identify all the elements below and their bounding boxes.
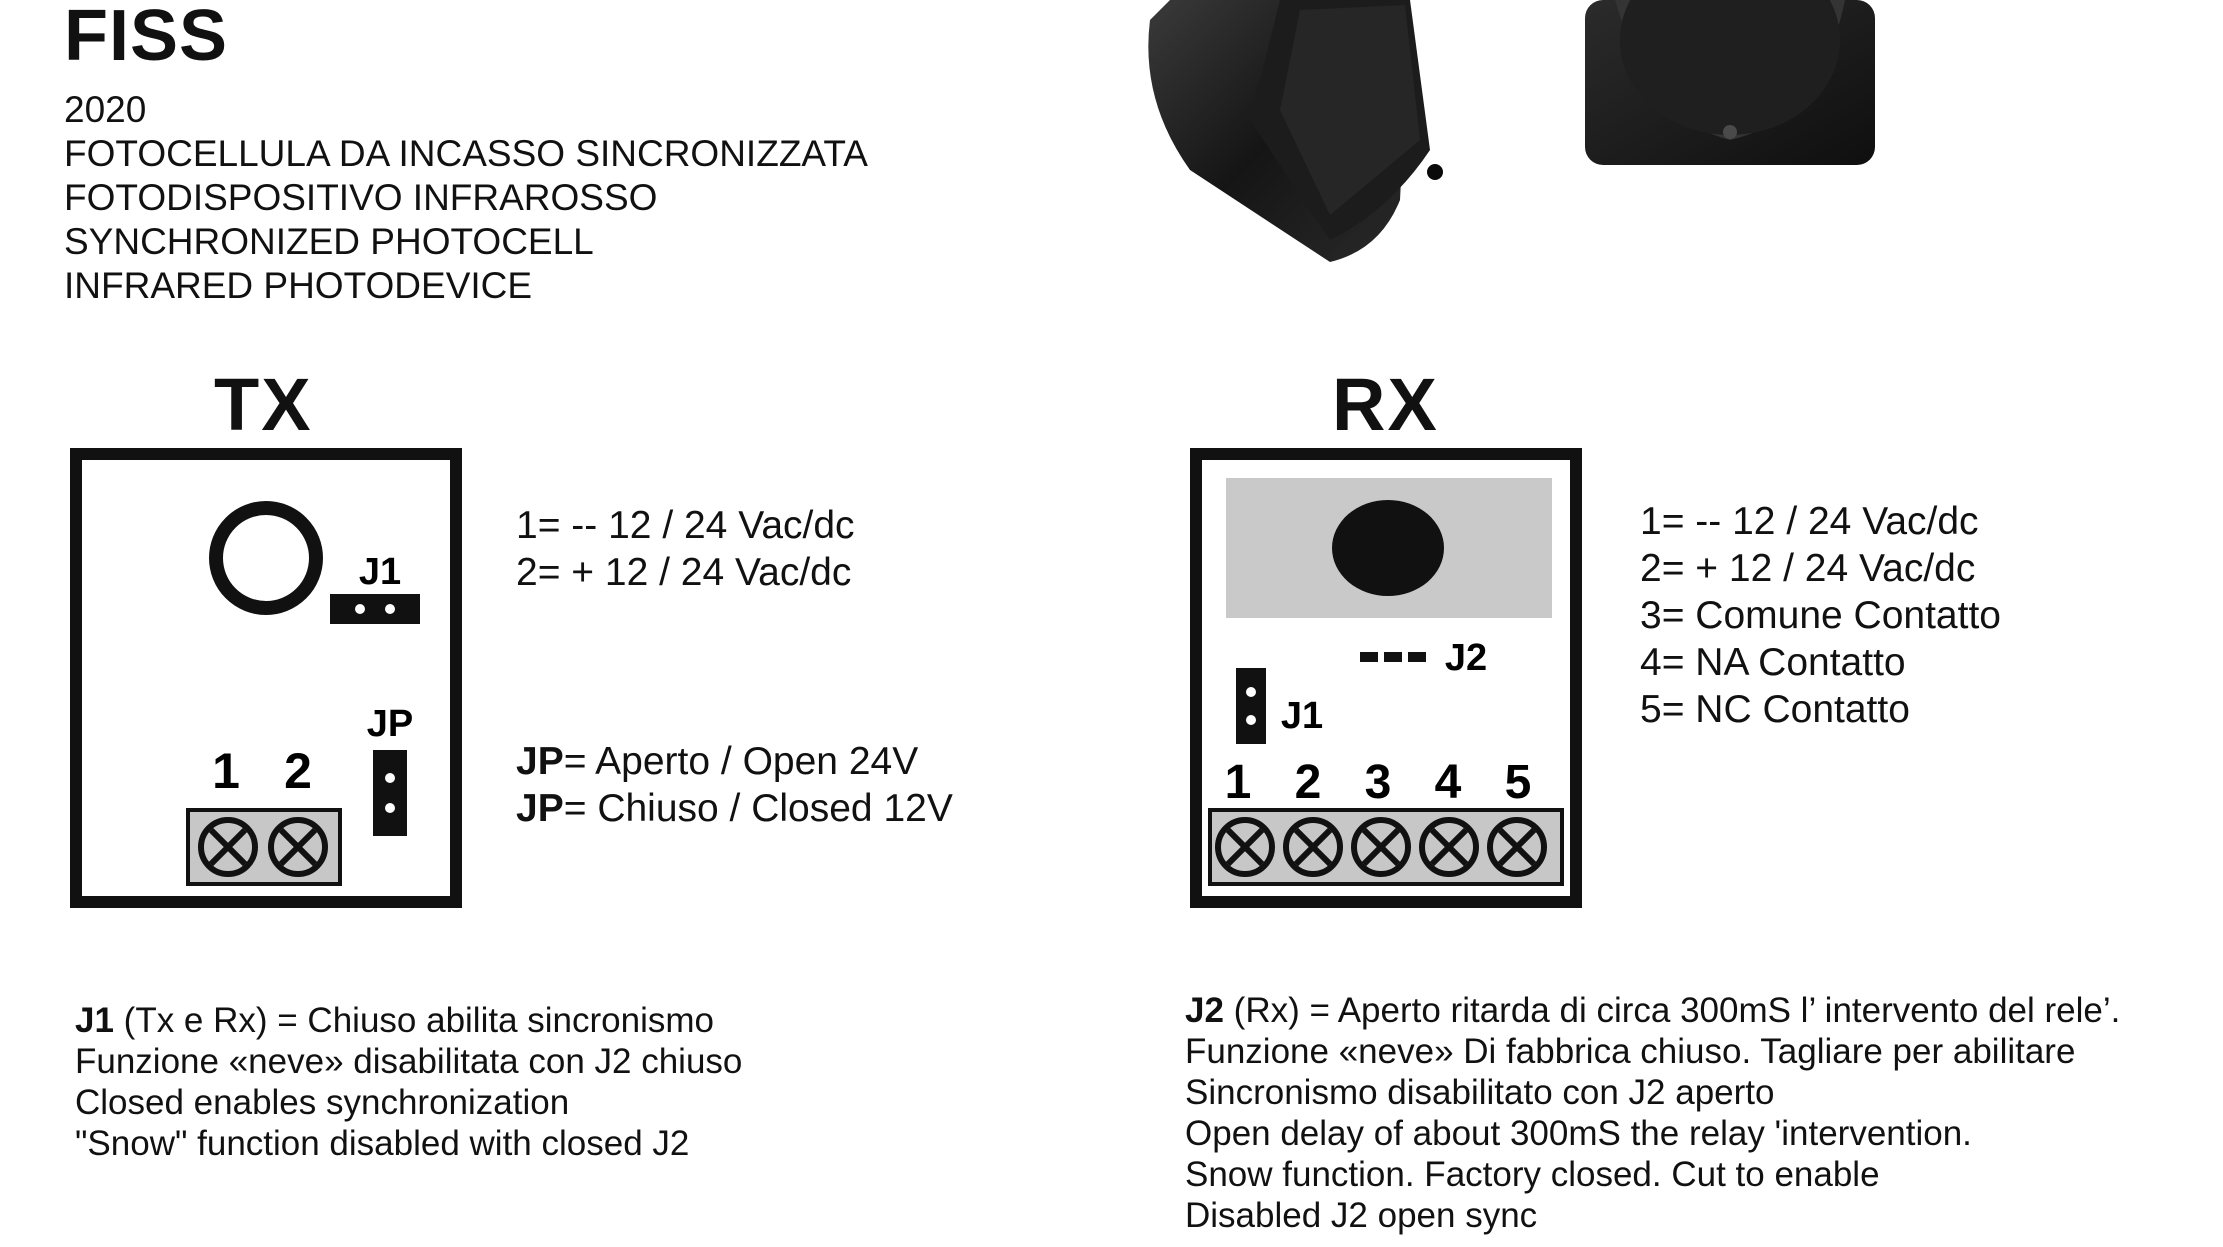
rx-pin-1: 1= -- 12 / 24 Vac/dc [1640,500,1979,543]
header-line-en-2: INFRARED PHOTODEVICE [64,265,533,306]
tx-label: TX [214,363,313,446]
tx-board-diagram [70,448,462,908]
rx-lens [1332,500,1444,596]
note-left-line: Funzione «neve» disabilitata con J2 chiuso [75,1042,743,1081]
rx-terminal-number: 4 [1434,756,1462,809]
tx-pin-1: 1= -- 12 / 24 Vac/dc [516,504,855,547]
jp-open-text: = Aperto / Open 24V [563,740,919,783]
rx-screw-1 [1218,820,1272,874]
tx-pin-2: 2= + 12 / 24 Vac/dc [516,551,852,594]
note-left-line: J1 (Tx e Rx) = Chiuso abilita sincronismo [75,1001,714,1040]
header-year: 2020 [64,89,147,130]
rx-terminal-number: 3 [1364,756,1392,809]
tx-jp-closed [516,785,953,832]
rx-pin-2: 2= + 12 / 24 Vac/dc [1640,547,1976,590]
rx-terminal-number: 5 [1504,756,1532,809]
note-right-line: Snow function. Factory closed. Cut to enable [1185,1155,1880,1194]
tx-j1-label: J1 [358,551,402,593]
tx-j1-jumper [330,594,420,624]
rx-terminal-number: 1 [1224,756,1252,809]
note-key-j2: J2 [1185,991,1224,1030]
header-line-en-1: SYNCHRONIZED PHOTOCELL [64,221,594,262]
note-left-line: "Snow" function disabled with closed J2 [75,1124,690,1163]
note-right-line: J2 (Rx) = Aperto ritarda di circa 300mS l’ intervento del rele’. [1185,991,2121,1030]
jp-key: JP [516,787,564,830]
tx-jp-open [516,738,918,785]
rx-j2-label: J2 [1444,637,1488,679]
rx-j1-jumper [1236,668,1266,744]
tx-terminal-number: 2 [284,743,312,799]
tx-terminal-number: 1 [212,743,240,799]
photocell-left [1148,0,1443,262]
product-photo [1130,0,1890,270]
rx-screw-5 [1490,820,1544,874]
tx-jp-label: JP [366,703,414,745]
jp-key: JP [516,740,564,783]
rx-label: RX [1332,363,1439,446]
photocell-right [1585,0,1875,165]
rx-board-diagram [1190,448,1582,908]
header-line-it-1: FOTOCELLULA DA INCASSO SINCRONIZZATA [64,133,868,174]
note-right-line: Open delay of about 300mS the relay 'intervention. [1185,1114,1972,1153]
note-right-line: Disabled J2 open sync [1185,1196,1538,1235]
rx-screw-3 [1354,820,1408,874]
page-title: FISS [64,0,229,76]
rx-terminal-number: 2 [1294,756,1322,809]
tx-screw-1 [201,820,255,874]
note-right-line: Sincronismo disabilitato con J2 aperto [1185,1073,1775,1112]
rx-pin-4: 4= NA Contatto [1640,641,1906,684]
tx-jp-jumper [373,750,407,836]
rx-pin-5: 5= NC Contatto [1640,688,1910,731]
note-right-line: Funzione «neve» Di fabbrica chiuso. Tagliare per abilitare [1185,1032,2076,1071]
tx-screw-2 [271,820,325,874]
jp-closed-text: = Chiuso / Closed 12V [563,787,953,830]
rx-screw-4 [1422,820,1476,874]
note-left-line: Closed enables synchronization [75,1083,570,1122]
note-key-j1: J1 [75,1001,114,1040]
rx-j1-label: J1 [1280,695,1324,737]
rx-screw-2 [1286,820,1340,874]
rx-pin-3: 3= Comune Contatto [1640,594,2001,637]
header-line-it-2: FOTODISPOSITIVO INFRAROSSO [64,177,658,218]
